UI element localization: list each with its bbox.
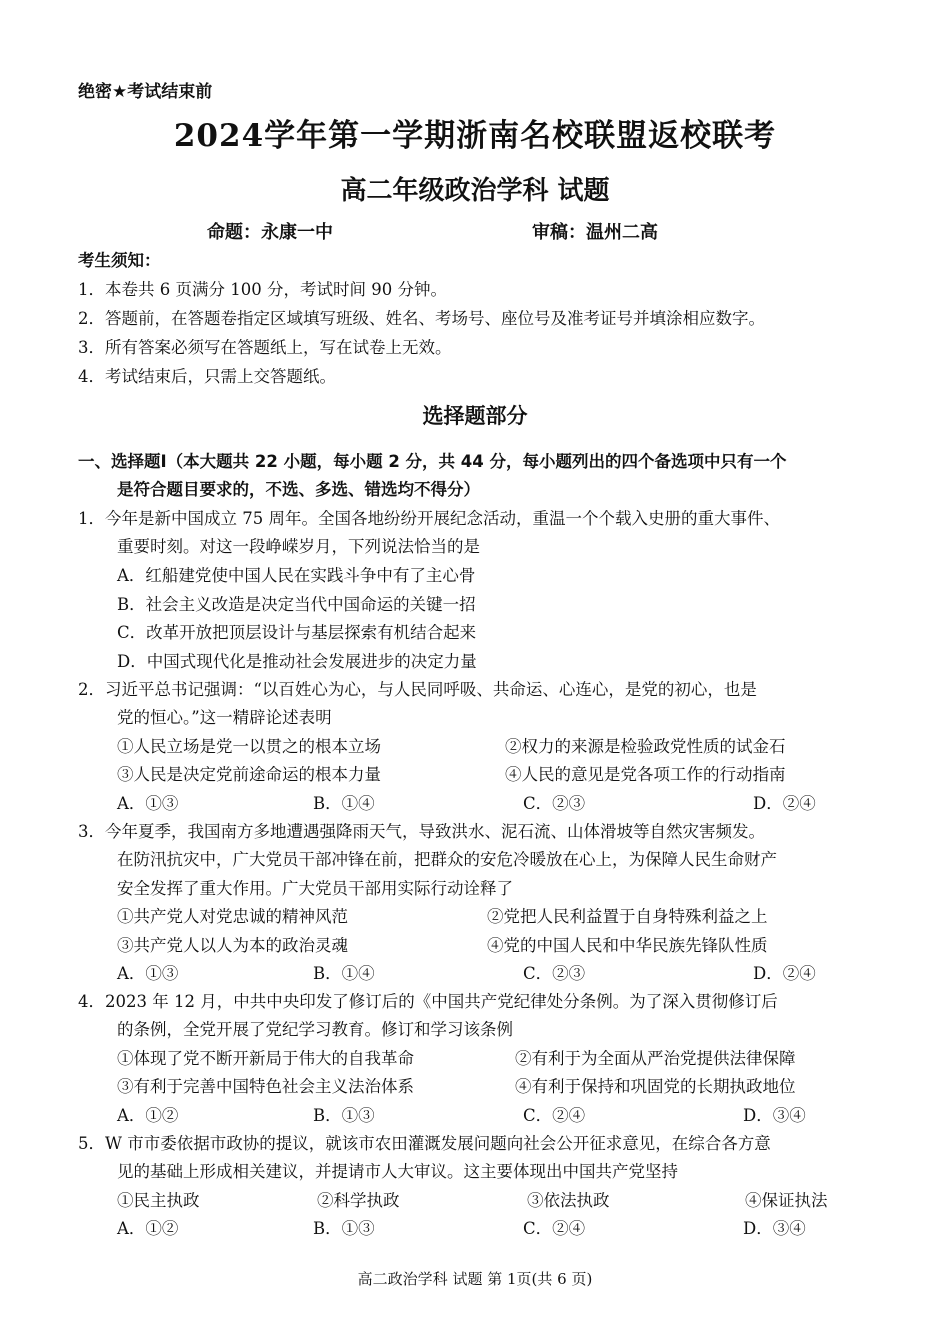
- q2-statement-2: ②权力的来源是检验政党性质的试金石: [505, 737, 786, 756]
- page-footer: 高二政治学科 试题 第 1页(共 6 页): [357, 1270, 593, 1288]
- q2-option-c: C．②③: [523, 794, 586, 813]
- section-title: 选择题部分: [422, 403, 528, 428]
- notice-heading: 考生须知：: [78, 251, 161, 270]
- q4-statement-4: ④有利于保持和巩固党的长期执政地位: [515, 1077, 796, 1096]
- question-3-stem: 在防汛抗灾中，广大党员干部冲锋在前，把群众的安危冷暖放在心上，为保障人民生命财产: [117, 850, 777, 869]
- notice-item: 2．答题前，在答题卷指定区域填写班级、姓名、考场号、座位号及准考证号并填涂相应数字。: [78, 309, 765, 328]
- q3-option-d: D．②④: [753, 964, 816, 983]
- q4-statement-3: ③有利于完善中国特色社会主义法治体系: [117, 1077, 414, 1096]
- q1-option-b: B．社会主义改造是决定当代中国命运的关键一招: [117, 595, 476, 614]
- notice-item: 1．本卷共 6 页满分 100 分，考试时间 90 分钟。: [78, 280, 447, 299]
- q2-option-d: D．②④: [753, 794, 816, 813]
- q3-statement-1: ①共产党人对党忠诚的精神风范: [117, 907, 348, 926]
- notice-item: 3．所有答案必须写在答题纸上，写在试卷上无效。: [78, 338, 452, 357]
- question-4-stem: 的条例，全党开展了党纪学习教育。修订和学习该条例: [117, 1020, 513, 1039]
- q4-option-d: D．③④: [743, 1106, 806, 1125]
- q2-option-a: A．①③: [117, 794, 179, 813]
- part-instruction: 是符合题目要求的，不选、多选、错选均不得分）: [117, 480, 480, 499]
- q1-option-d: D．中国式现代化是推动社会发展进步的决定力量: [117, 652, 477, 671]
- q2-option-b: B．①④: [313, 794, 375, 813]
- q4-option-b: B．①③: [313, 1106, 375, 1125]
- q5-option-b: B．①③: [313, 1219, 375, 1238]
- question-5-stem: 见的基础上形成相关建议，并提请市人大审议。这主要体现出中国共产党坚持: [117, 1162, 678, 1181]
- question-1-stem: 重要时刻。对这一段峥嵘岁月，下列说法恰当的是: [117, 537, 480, 556]
- question-2-stem: 党的恒心。”这一精辟论述表明: [117, 708, 332, 727]
- part-instruction: 一、选择题Ⅰ（本大题共 22 小题，每小题 2 分，共 44 分，每小题列出的四个备选项中只有一个: [78, 452, 787, 471]
- q5-statement-3: ③依法执政: [527, 1191, 610, 1210]
- question-3-stem: 安全发挥了重大作用。广大党员干部用实际行动诠释了: [117, 879, 513, 898]
- q4-option-c: C．②④: [523, 1106, 586, 1125]
- q4-statement-2: ②有利于为全面从严治党提供法律保障: [515, 1049, 796, 1068]
- question-2-stem: 2．习近平总书记强调：“以百姓心为心，与人民同呼吸、共命运、心连心，是党的初心，也是: [78, 680, 757, 699]
- question-3-stem: 3．今年夏季，我国南方多地遭遇强降雨天气，导致洪水、泥石流、山体滑坡等自然灾害频发。: [78, 822, 765, 841]
- question-5-stem: 5．W 市市委依据市政协的提议，就该市农田灌溉发展问题向社会公开征求意见，在综合各方意: [78, 1134, 771, 1153]
- q3-option-b: B．①④: [313, 964, 375, 983]
- q3-statement-2: ②党把人民利益置于自身特殊利益之上: [487, 907, 768, 926]
- proposer-label: 命题：永康一中: [207, 222, 333, 243]
- q5-option-a: A．①②: [117, 1219, 179, 1238]
- q3-statement-3: ③共产党人以人为本的政治灵魂: [117, 936, 348, 955]
- q3-statement-4: ④党的中国人民和中华民族先锋队性质: [487, 936, 768, 955]
- q2-statement-1: ①人民立场是党一以贯之的根本立场: [117, 737, 381, 756]
- q5-option-d: D．③④: [743, 1219, 806, 1238]
- q5-statement-4: ④保证执法: [745, 1191, 828, 1210]
- q1-option-c: C．改革开放把顶层设计与基层探索有机结合起来: [117, 623, 477, 642]
- notice-item: 4．考试结束后，只需上交答题纸。: [78, 367, 336, 386]
- exam-subtitle: 高二年级政治学科 试题: [340, 176, 610, 206]
- q5-statement-2: ②科学执政: [317, 1191, 400, 1210]
- q2-statement-3: ③人民是决定党前途命运的根本力量: [117, 765, 381, 784]
- q4-statement-1: ①体现了党不断开新局于伟大的自我革命: [117, 1049, 414, 1068]
- question-4-stem: 4．2023 年 12 月，中共中央印发了修订后的《中国共产党纪律处分条例。为了深入贯彻修订后: [78, 992, 778, 1011]
- q5-statement-1: ①民主执政: [117, 1191, 200, 1210]
- q4-option-a: A．①②: [117, 1106, 179, 1125]
- exam-title: 2024学年第一学期浙南名校联盟返校联考: [173, 118, 777, 154]
- q3-option-c: C．②③: [523, 964, 586, 983]
- q2-statement-4: ④人民的意见是党各项工作的行动指南: [505, 765, 786, 784]
- q3-option-a: A．①③: [117, 964, 179, 983]
- q5-option-c: C．②④: [523, 1219, 586, 1238]
- question-1-stem: 1．今年是新中国成立 75 周年。全国各地纷纷开展纪念活动，重温一个个载入史册的重大事件、: [78, 509, 780, 528]
- confidential-label: 绝密★考试结束前: [78, 82, 213, 102]
- reviewer-label: 审稿：温州二高: [532, 222, 658, 243]
- q1-option-a: A．红船建党使中国人民在实践斗争中有了主心骨: [117, 566, 476, 585]
